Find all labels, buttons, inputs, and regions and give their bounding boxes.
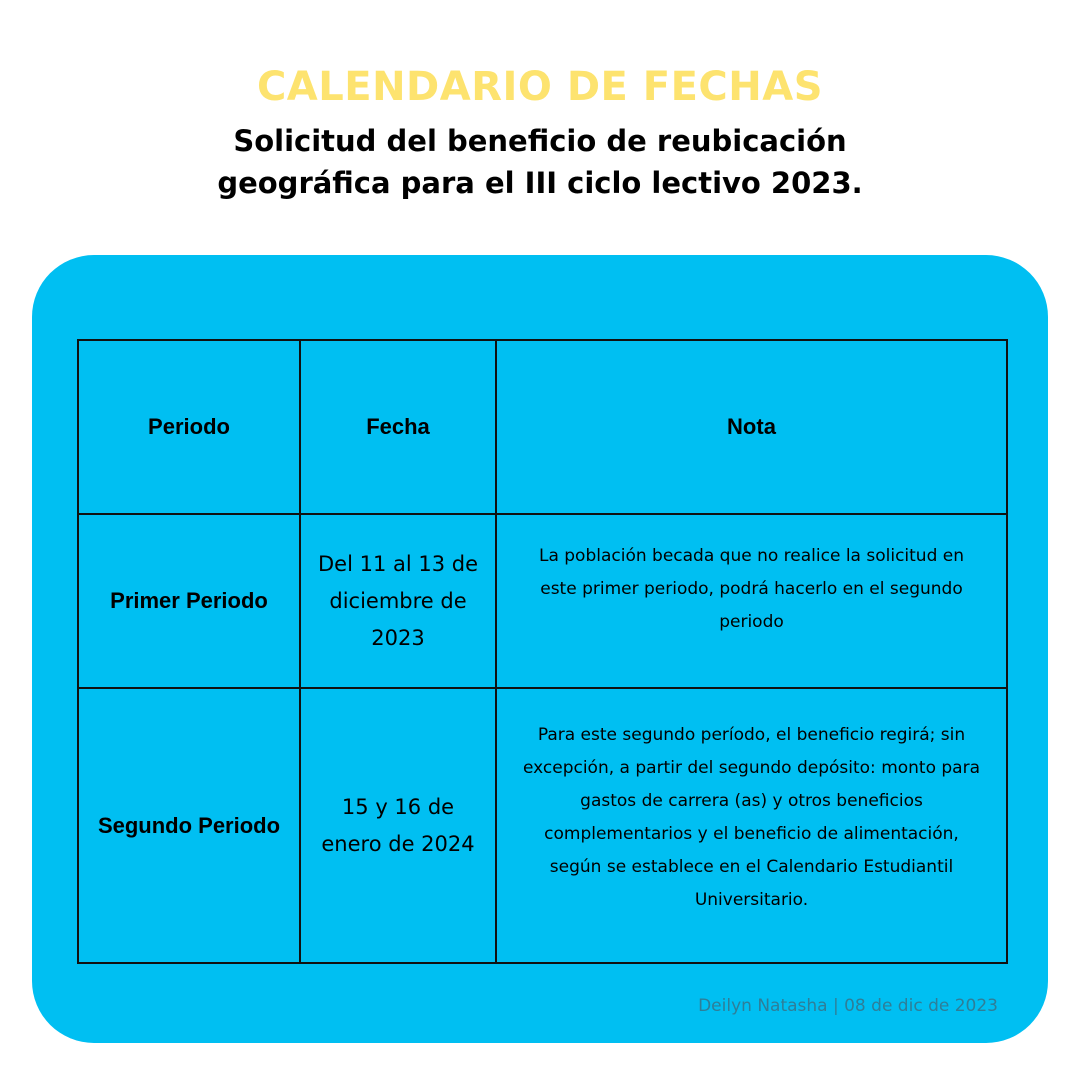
table-row	[78, 688, 1007, 963]
schedule-table	[77, 339, 1008, 964]
page-subtitle	[140, 120, 940, 204]
table-row	[78, 514, 1007, 688]
subtitle-line-2: geográfica para el III ciclo lectivo 2023.	[217, 166, 863, 200]
column-header-nota: Nota	[496, 340, 1007, 514]
table-header-row	[78, 340, 1007, 514]
page-heading: CALENDARIO DE FECHAS	[256, 64, 824, 110]
cell-nota-text: La población becada que no realice la solicitud en este primer periodo, podrá hacerlo en el segundo periodo	[538, 545, 965, 632]
cell-nota	[496, 514, 1007, 688]
cell-fecha-text: 15 y 16 de enero de 2024	[321, 794, 475, 856]
cell-nota-text: Para este segundo período, el beneficio regirá; sin excepción, a partir del segundo depósito: monto para gastos de carrera (as) y otros beneficios complementarios y el beneficio de alimentación, según se establece en el Calendario Estudiantil Universitario.	[522, 724, 981, 910]
column-header-periodo: Periodo	[78, 340, 300, 514]
cell-fecha	[300, 514, 496, 688]
cell-fecha	[300, 688, 496, 963]
schedule-card	[32, 255, 1048, 1043]
footer-credit: Deilyn Natasha | 08 de dic de 2023	[698, 996, 998, 1016]
cell-nota	[496, 688, 1007, 963]
cell-periodo: Segundo Periodo	[78, 688, 300, 963]
column-header-fecha: Fecha	[300, 340, 496, 514]
subtitle-line-1: Solicitud del beneficio de reubicación	[233, 124, 847, 158]
cell-periodo: Primer Periodo	[78, 514, 300, 688]
cell-fecha-text: Del 11 al 13 de diciembre de 2023	[317, 551, 479, 650]
